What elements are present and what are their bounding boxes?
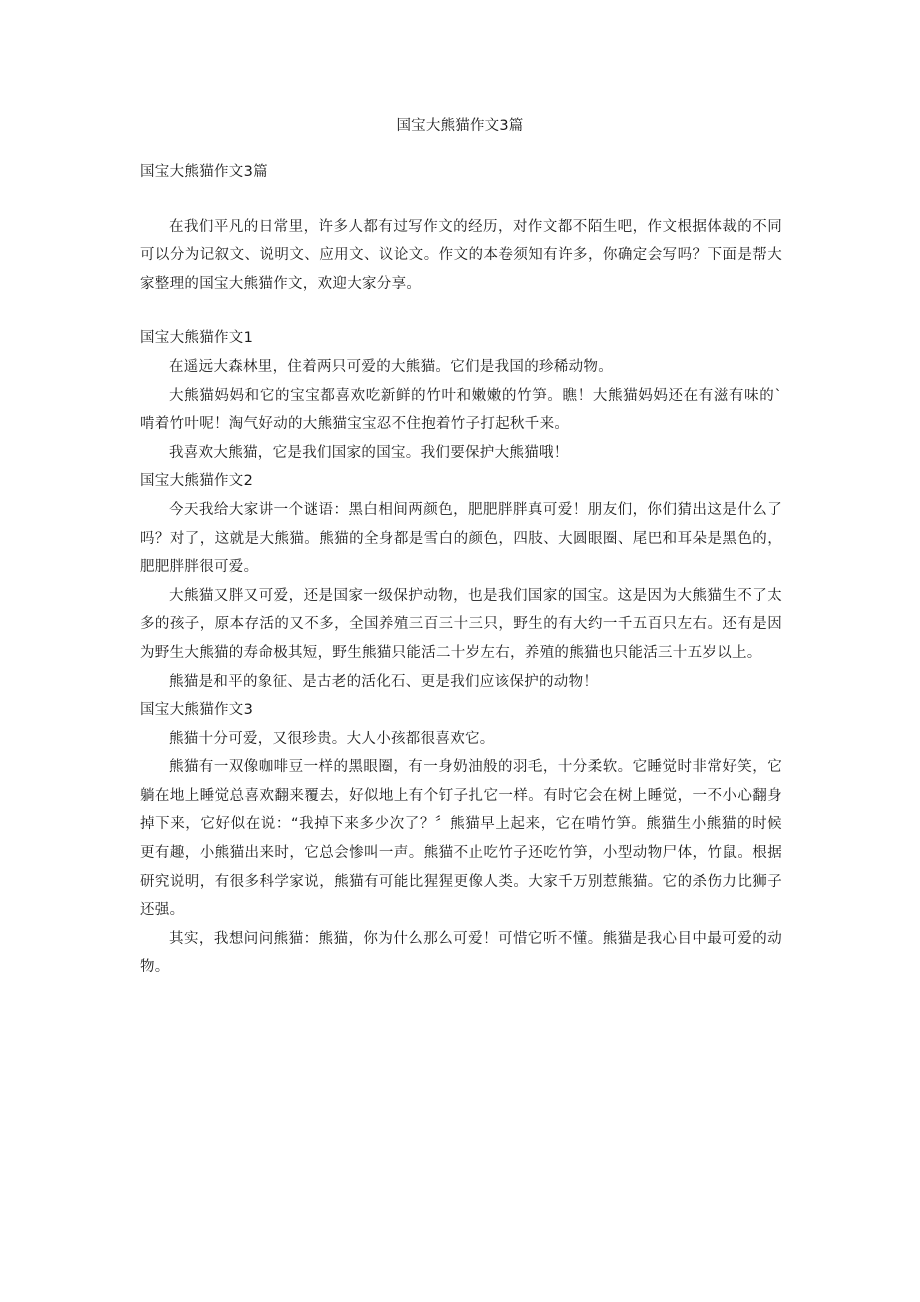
essay-paragraph: 大熊猫妈妈和它的宝宝都喜欢吃新鲜的竹叶和嫩嫩的竹笋。瞧！大熊猫妈妈还在有滋有味的`啃着竹叶呢！淘气好动的大熊猫宝宝忍不住抱着竹子打起秋千来。 — [140, 387, 782, 433]
essay-paragraph: 熊猫十分可爱，又很珍贵。大人小孩都很喜欢它。 — [169, 730, 495, 747]
essay-1 — [140, 324, 782, 467]
essay-3 — [140, 696, 782, 982]
essay-paragraph: 大熊猫又胖又可爱，还是国家一级保护动物，也是我们国家的国宝。这是因为大熊猫生不了太多的孩子，原本存活的又不多，全国养殖三百三十三只，野生的有大约一千五百只左右。还有是因为野生大熊猫的寿命极其短，野生熊猫只能活二十岁左右，养殖的熊猫也只能活三十五岁以上。 — [140, 587, 782, 661]
essay-heading: 国宝大熊猫作文1 — [140, 330, 254, 347]
essay-paragraph: 我喜欢大熊猫，它是我们国家的国宝。我们要保护大熊猫哦！ — [169, 444, 569, 461]
intro-paragraph: 在我们平凡的日常里，许多人都有过写作文的经历，对作文都不陌生吧，作文根据体裁的不同可以分为记叙文、说明文、应用文、议论文。作文的本卷须知有许多，你确定会写吗？下面是帮大家整理的国宝大熊猫作文，欢迎大家分享。 — [140, 218, 782, 292]
essay-paragraph: 在遥远大森林里，住着两只可爱的大熊猫。它们是我国的珍稀动物。 — [169, 358, 613, 375]
spacer — [140, 298, 782, 324]
essay-paragraph: 熊猫是和平的象征、是古老的活化石、更是我们应该保护的动物！ — [169, 673, 599, 690]
essay-heading: 国宝大熊猫作文2 — [140, 473, 254, 490]
document-title: 国宝大熊猫作文3篇 — [396, 118, 524, 134]
spacer — [140, 187, 782, 213]
essay-2 — [140, 467, 782, 696]
essay-paragraph: 今天我给大家讲一个谜语：黑白相间两颜色，肥肥胖胖真可爱！朋友们，你们猜出这是什么了吗？对了，这就是大熊猫。熊猫的全身都是雪白的颜色，四肢、大圆眼圈、尾巴和耳朵是黑色的，肥肥胖胖很可爱。 — [140, 501, 782, 576]
document-subtitle: 国宝大熊猫作文3篇 — [140, 164, 268, 180]
essay-paragraph: 熊猫有一双像咖啡豆一样的黑眼圈，有一身奶油般的羽毛，十分柔软。它睡觉时非常好笑，它躺在地上睡觉总喜欢翻来覆去，好似地上有个钉子扎它一样。有时它会在树上睡觉，一不小心翻身掉下来，它好似在说：“我掉下来多少次了？〞熊猫早上起来，它在啃竹笋。熊猫生小熊猫的时候更有趣，小熊猫出来时，它总会惨叫一声。熊猫不止吃竹子还吃竹笋，小型动物尸体，竹鼠。根据研究说明，有很多科学家说，熊猫有可能比猩猩更像人类。大家千万别惹熊猫。它的杀伤力比狮子还强。 — [140, 759, 782, 919]
document-body — [140, 158, 782, 982]
essay-heading: 国宝大熊猫作文3 — [140, 702, 254, 719]
essay-paragraph: 其实，我想问问熊猫：熊猫，你为什么那么可爱！可惜它听不懂。熊猫是我心目中最可爱的动物。 — [140, 930, 782, 976]
